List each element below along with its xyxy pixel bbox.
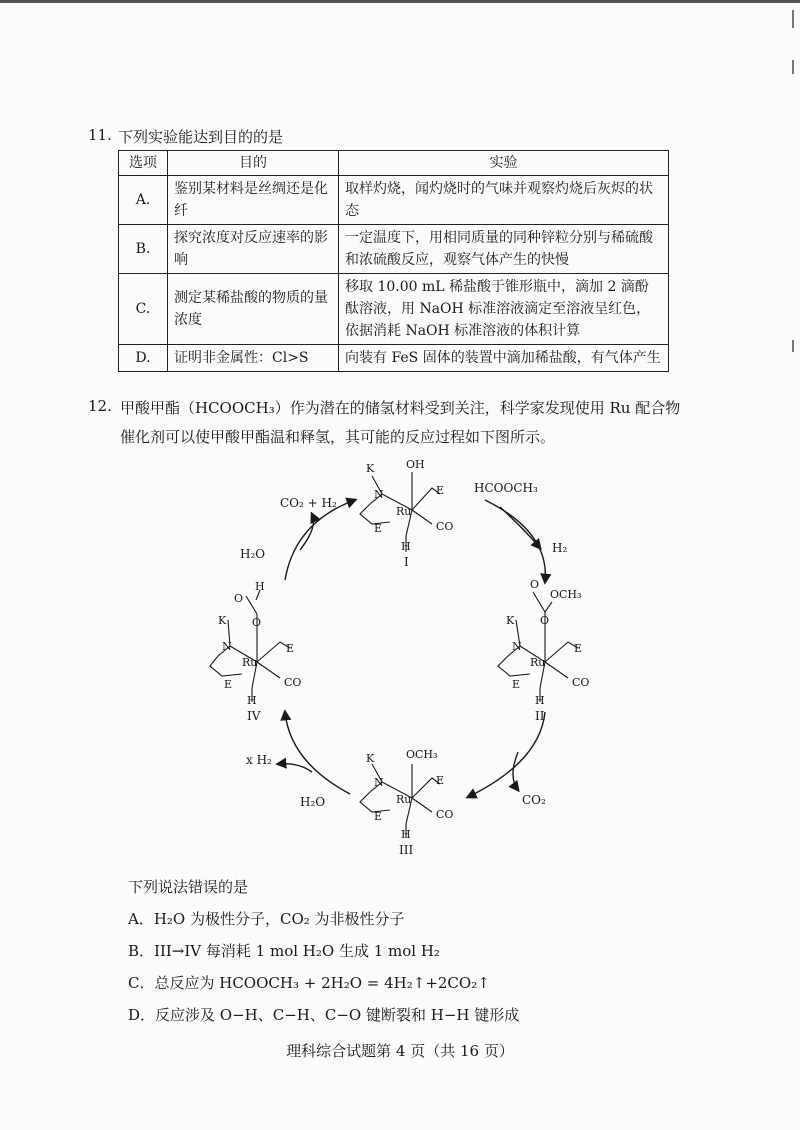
arrow-III-to-IV <box>285 712 350 794</box>
arrow-I-to-II <box>485 500 545 582</box>
svg-text:H: H <box>255 580 265 593</box>
svg-text:Ru: Ru <box>396 793 412 806</box>
svg-text:E: E <box>224 678 233 691</box>
complex-III <box>360 748 453 857</box>
svg-text:OCH₃: OCH₃ <box>406 748 438 761</box>
question-11-stem: 下列实验能达到目的的是 <box>118 128 284 146</box>
table-row <box>119 274 669 345</box>
svg-text:K: K <box>366 462 375 475</box>
svg-text:K: K <box>218 614 227 627</box>
label-IV: IV <box>247 709 261 723</box>
row-goal: 鉴别某材料是丝绸还是化纤 <box>168 176 339 225</box>
row-experiment: 移取 10.00 mL 稀盐酸于锥形瓶中，滴加 2 滴酚酞溶液，用 NaOH 标准溶液滴定至溶液呈红色，依据消耗 NaOH 标准溶液的体积计算 <box>339 274 669 345</box>
binding-mark <box>792 60 794 74</box>
svg-text:N: N <box>374 776 384 789</box>
option-C: C．总反应为 HCOOCH₃ + 2H₂O = 4H₂↑+2CO₂↑ <box>128 974 490 992</box>
complex-II <box>498 578 589 723</box>
page-footer: 理科综合试题第 4 页（共 16 页） <box>286 1042 514 1060</box>
table-row <box>119 225 669 274</box>
label-co2-h2: CO₂ + H₂ <box>280 496 337 510</box>
label-co2: CO₂ <box>522 793 546 807</box>
svg-text:Ru: Ru <box>396 505 412 518</box>
arrow-h2-release <box>500 507 540 548</box>
label-h2o-bottom: H₂O <box>300 795 326 809</box>
option-B: B．III→IV 每消耗 1 mol H₂O 生成 1 mol H₂ <box>128 942 440 960</box>
svg-text:OH: OH <box>406 458 425 471</box>
svg-text:E: E <box>374 810 383 823</box>
label-III: III <box>399 843 414 857</box>
svg-text:H: H <box>247 694 257 707</box>
row-option: A. <box>119 176 168 225</box>
table-row <box>119 345 669 372</box>
svg-text:H: H <box>401 828 411 841</box>
svg-text:O: O <box>252 616 262 629</box>
question-12-prompt: 下列说法错误的是 <box>128 878 249 896</box>
question-12-stem-line2: 催化剂可以使甲酸甲酯温和释氢，其可能的反应过程如下图所示。 <box>120 428 556 446</box>
option-A: A．H₂O 为极性分子，CO₂ 为非极性分子 <box>128 910 405 928</box>
label-I: I <box>404 555 409 569</box>
header-goal: 目的 <box>168 151 339 176</box>
svg-text:N: N <box>222 640 232 653</box>
svg-text:CO: CO <box>284 676 302 689</box>
svg-text:Ru: Ru <box>242 656 258 669</box>
svg-text:O: O <box>234 592 244 605</box>
row-option: B. <box>119 225 168 274</box>
svg-text:O: O <box>530 578 540 591</box>
svg-text:O: O <box>540 614 550 627</box>
question-12-stem-line1: 甲酸甲酯（HCOOCH₃）作为潜在的储氢材料受到关注，科学家发现使用 Ru 配合物 <box>120 399 681 417</box>
svg-text:E: E <box>436 484 445 497</box>
svg-text:CO: CO <box>436 808 454 821</box>
experiment-table <box>118 150 669 372</box>
label-h2o-left: H₂O <box>240 547 266 561</box>
complex-IV <box>210 580 301 723</box>
svg-text:E: E <box>512 678 521 691</box>
svg-text:E: E <box>286 642 295 655</box>
svg-text:Ru: Ru <box>530 656 546 669</box>
table-header-row <box>119 151 669 176</box>
svg-text:H: H <box>401 540 411 553</box>
row-goal: 探究浓度对反应速率的影响 <box>168 225 339 274</box>
row-experiment: 取样灼烧，闻灼烧时的气味并观察灼烧后灰烬的状态 <box>339 176 669 225</box>
row-goal: 测定某稀盐酸的物质的量浓度 <box>168 274 339 345</box>
question-11-number: 11. <box>88 126 112 144</box>
svg-text:E: E <box>574 642 583 655</box>
svg-text:CO: CO <box>436 520 454 533</box>
label-h2: H₂ <box>552 541 568 555</box>
row-goal: 证明非金属性：Cl>S <box>168 345 339 372</box>
arrow-II-to-III <box>468 712 545 797</box>
svg-text:E: E <box>436 774 445 787</box>
label-x-h2: x H₂ <box>246 753 272 767</box>
label-II: II <box>535 709 545 723</box>
arrow-IV-to-I <box>285 500 355 580</box>
row-experiment: 一定温度下，用相同质量的同种锌粒分别与稀硫酸和浓硫酸反应，观察气体产生的快慢 <box>339 225 669 274</box>
header-option: 选项 <box>119 151 168 176</box>
arrow-co2-release <box>513 752 518 790</box>
top-scan-border <box>0 0 800 3</box>
svg-text:N: N <box>512 640 522 653</box>
binding-mark <box>792 10 794 28</box>
row-option: C. <box>119 274 168 345</box>
svg-text:K: K <box>366 752 375 765</box>
option-D: D．反应涉及 O−H、C−H、C−O 键断裂和 H−H 键形成 <box>128 1006 520 1024</box>
svg-text:OCH₃: OCH₃ <box>550 588 582 601</box>
svg-text:K: K <box>506 614 515 627</box>
complex-I <box>360 458 453 569</box>
svg-text:N: N <box>374 488 384 501</box>
svg-text:CO: CO <box>572 676 590 689</box>
catalytic-cycle-diagram <box>200 452 640 862</box>
table-row <box>119 176 669 225</box>
question-12-number: 12. <box>88 397 112 415</box>
label-hcooch3: HCOOCH₃ <box>474 481 538 495</box>
arrow-xh2-release <box>278 764 312 772</box>
header-experiment: 实验 <box>339 151 669 176</box>
row-experiment: 向装有 FeS 固体的装置中滴加稀盐酸，有气体产生 <box>339 345 669 372</box>
svg-text:H: H <box>535 694 545 707</box>
svg-text:E: E <box>374 522 383 535</box>
row-option: D. <box>119 345 168 372</box>
binding-mark <box>792 340 794 352</box>
